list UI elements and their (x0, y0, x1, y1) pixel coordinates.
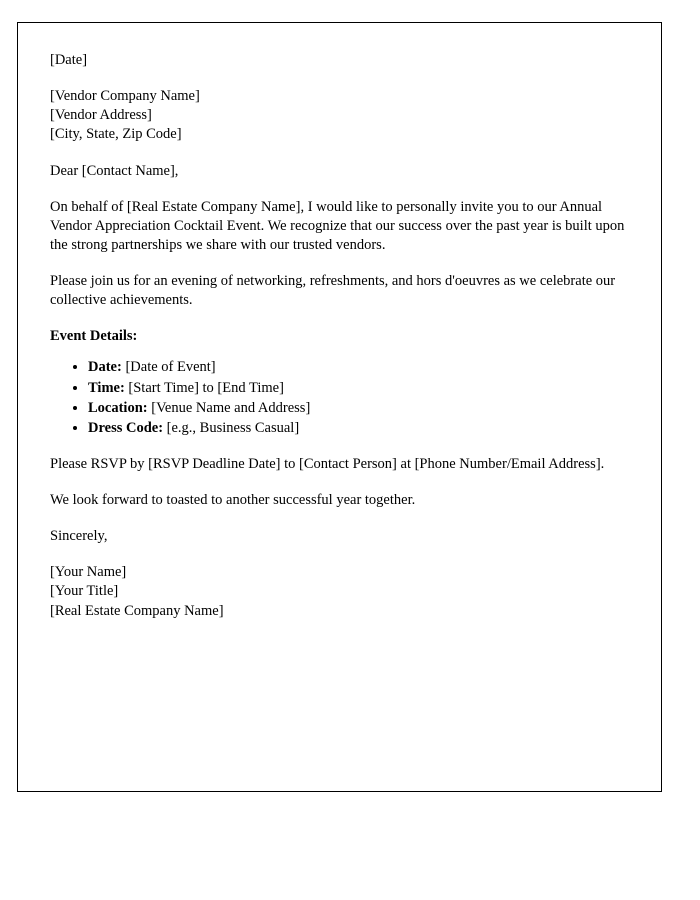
paragraph-invitation: On behalf of [Real Estate Company Name], I would like to personally invite you to our Annual Vendor Appreciation Cocktail Event. We recognize that our success over the past year is built upon the strong partnerships we share with our trusted vendors. (50, 198, 625, 253)
signature-line: [Your Name] (50, 564, 127, 581)
recipient-address-block (50, 87, 625, 144)
paragraph-closing: We look forward to toasted to another successful year together. (50, 492, 416, 508)
detail-value: [Start Time] to [End Time] (128, 379, 284, 396)
letter-body (18, 23, 661, 621)
list-item (88, 419, 625, 438)
letter-frame (17, 22, 662, 792)
signature-line: [Your Title] (50, 583, 119, 600)
date-line: [Date] (50, 52, 88, 68)
detail-label: Time: (88, 379, 125, 396)
list-item (88, 399, 625, 418)
paragraph-rsvp: Please RSVP by [RSVP Deadline Date] to [Contact Person] at [Phone Number/Email Address]. (50, 455, 605, 472)
detail-label: Location: (88, 399, 148, 416)
paragraph-evening: Please join us for an evening of networking, refreshments, and hors d'oeuvres as we celebrate our collective achievements. (50, 273, 616, 309)
event-details-list (50, 358, 625, 438)
salutation: Dear [Contact Name], (50, 162, 179, 179)
recipient-line: [Vendor Address] (50, 107, 152, 124)
detail-value: [Date of Event] (125, 359, 216, 376)
list-item (88, 379, 625, 398)
signature-line: [Real Estate Company Name] (50, 602, 224, 619)
recipient-line: [Vendor Company Name] (50, 88, 200, 105)
signature-block (50, 563, 625, 620)
sign-off: Sincerely, (50, 528, 108, 545)
recipient-line: [City, State, Zip Code] (50, 126, 182, 143)
detail-value: [Venue Name and Address] (151, 399, 311, 416)
event-details-heading: Event Details: (50, 328, 138, 345)
detail-label: Date: (88, 359, 122, 376)
list-item (88, 358, 625, 377)
detail-label: Dress Code: (88, 419, 164, 436)
detail-value: [e.g., Business Casual] (166, 419, 300, 436)
